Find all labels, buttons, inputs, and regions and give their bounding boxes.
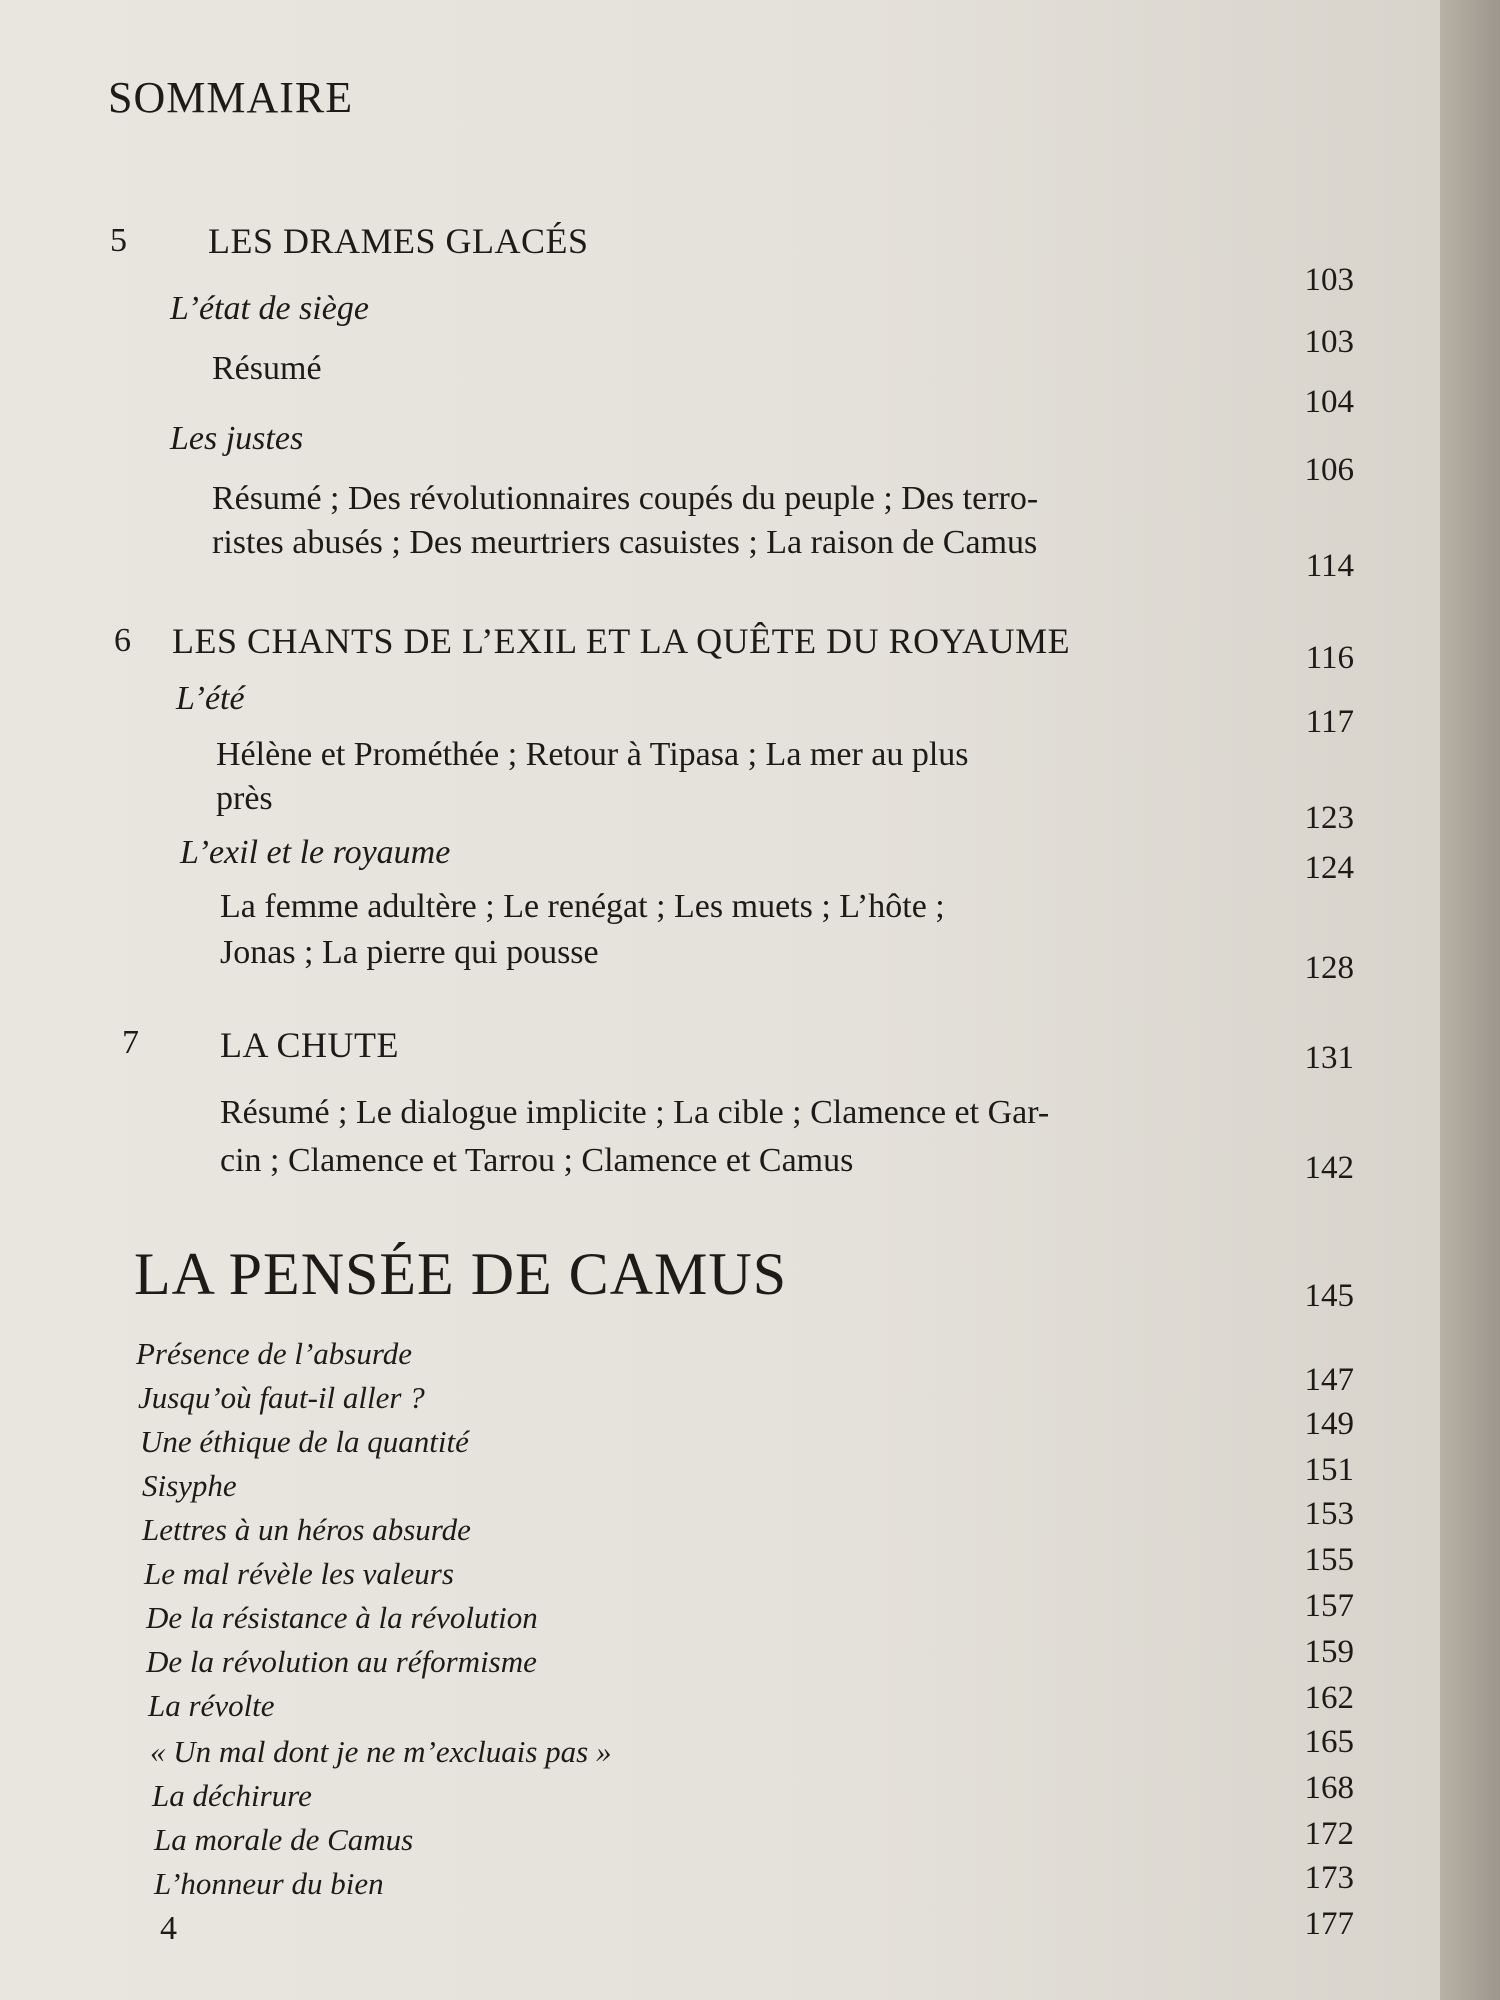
toc-entry: Lettres à un héros absurde bbox=[142, 1512, 471, 1547]
page-number: 131 bbox=[1304, 1040, 1354, 1076]
toc-entry: Sisyphe bbox=[142, 1468, 237, 1503]
toc-entry: Présence de l’absurde bbox=[136, 1336, 413, 1371]
toc-entry: De la résistance à la révolution bbox=[146, 1600, 538, 1635]
toc-entry: Jonas ; La pierre qui pousse bbox=[220, 934, 599, 971]
toc-entry: De la révolution au réformisme bbox=[146, 1644, 537, 1679]
toc-entry: « Un mal dont je ne m’excluais pas » bbox=[150, 1734, 612, 1769]
toc-entry: La déchirure bbox=[152, 1778, 312, 1813]
page-edge-shadow bbox=[1440, 0, 1500, 2000]
page-number: 168 bbox=[1304, 1770, 1354, 1806]
page-number: 159 bbox=[1304, 1634, 1354, 1670]
toc-entry: Résumé ; Le dialogue implicite ; La cible ; Clamence et Gar- bbox=[220, 1094, 1050, 1131]
page-number: 162 bbox=[1304, 1680, 1354, 1716]
page-number: 103 bbox=[1304, 324, 1354, 360]
page-number: 114 bbox=[1305, 548, 1354, 584]
toc-entry: Résumé ; Des révolutionnaires coupés du peuple ; Des terro- bbox=[212, 480, 1039, 517]
chapter-title: LES CHANTS DE L’EXIL ET LA QUÊTE DU ROYAUME bbox=[172, 621, 1071, 661]
toc-subtitle: Les justes bbox=[170, 420, 304, 457]
page-number: 149 bbox=[1304, 1406, 1354, 1442]
toc-subtitle: L’été bbox=[176, 680, 245, 717]
page-number: 103 bbox=[1304, 262, 1354, 298]
toc-entry: cin ; Clamence et Tarrou ; Clamence et Camus bbox=[220, 1142, 854, 1179]
toc-entry: ristes abusés ; Des meurtriers casuistes ; La raison de Camus bbox=[212, 524, 1038, 561]
chapter-number: 5 bbox=[110, 222, 127, 259]
page-number: 157 bbox=[1304, 1588, 1354, 1624]
page-number: 117 bbox=[1305, 704, 1354, 740]
page-number: 153 bbox=[1304, 1496, 1354, 1532]
chapter-number: 7 bbox=[122, 1024, 139, 1061]
page-number: 172 bbox=[1304, 1816, 1354, 1852]
page-number: 165 bbox=[1304, 1724, 1354, 1760]
page-number: 151 bbox=[1304, 1452, 1354, 1488]
page-number: 116 bbox=[1305, 640, 1354, 676]
page-number: 124 bbox=[1304, 850, 1354, 886]
page-number: 128 bbox=[1304, 950, 1354, 986]
folio: 4 bbox=[160, 1910, 177, 1947]
chapter-title: LES DRAMES GLACÉS bbox=[208, 221, 589, 261]
toc-entry: La révolte bbox=[148, 1688, 275, 1723]
page-number: 106 bbox=[1304, 452, 1354, 488]
page-number: 173 bbox=[1304, 1860, 1354, 1896]
toc-entry: près bbox=[216, 780, 273, 817]
toc-entry: Jusqu’où faut-il aller ? bbox=[138, 1380, 425, 1415]
toc-entry: Une éthique de la quantité bbox=[140, 1424, 469, 1459]
toc-entry: La femme adultère ; Le renégat ; Les muets ; L’hôte ; bbox=[220, 888, 945, 925]
chapter-number: 6 bbox=[114, 622, 131, 659]
toc-entry: L’honneur du bien bbox=[154, 1866, 384, 1901]
page-number: 177 bbox=[1304, 1906, 1354, 1942]
part-title: LA PENSÉE DE CAMUS bbox=[134, 1241, 788, 1307]
toc-entry: La morale de Camus bbox=[154, 1822, 414, 1857]
toc-entry: Hélène et Prométhée ; Retour à Tipasa ; La mer au plus bbox=[216, 736, 969, 773]
page-number: 145 bbox=[1304, 1278, 1354, 1314]
toc-subtitle: L’exil et le royaume bbox=[180, 834, 451, 871]
page-number: 142 bbox=[1304, 1150, 1354, 1186]
toc-subtitle: L’état de siège bbox=[170, 290, 369, 327]
page-number: 104 bbox=[1304, 384, 1354, 420]
toc-entry: Résumé bbox=[212, 350, 322, 387]
toc-entry: Le mal révèle les valeurs bbox=[144, 1556, 454, 1591]
page-number: 155 bbox=[1304, 1542, 1354, 1578]
chapter-title: LA CHUTE bbox=[220, 1025, 399, 1065]
page-number: 147 bbox=[1304, 1362, 1354, 1398]
page-number: 123 bbox=[1304, 800, 1354, 836]
page-title: SOMMAIRE bbox=[108, 73, 354, 122]
